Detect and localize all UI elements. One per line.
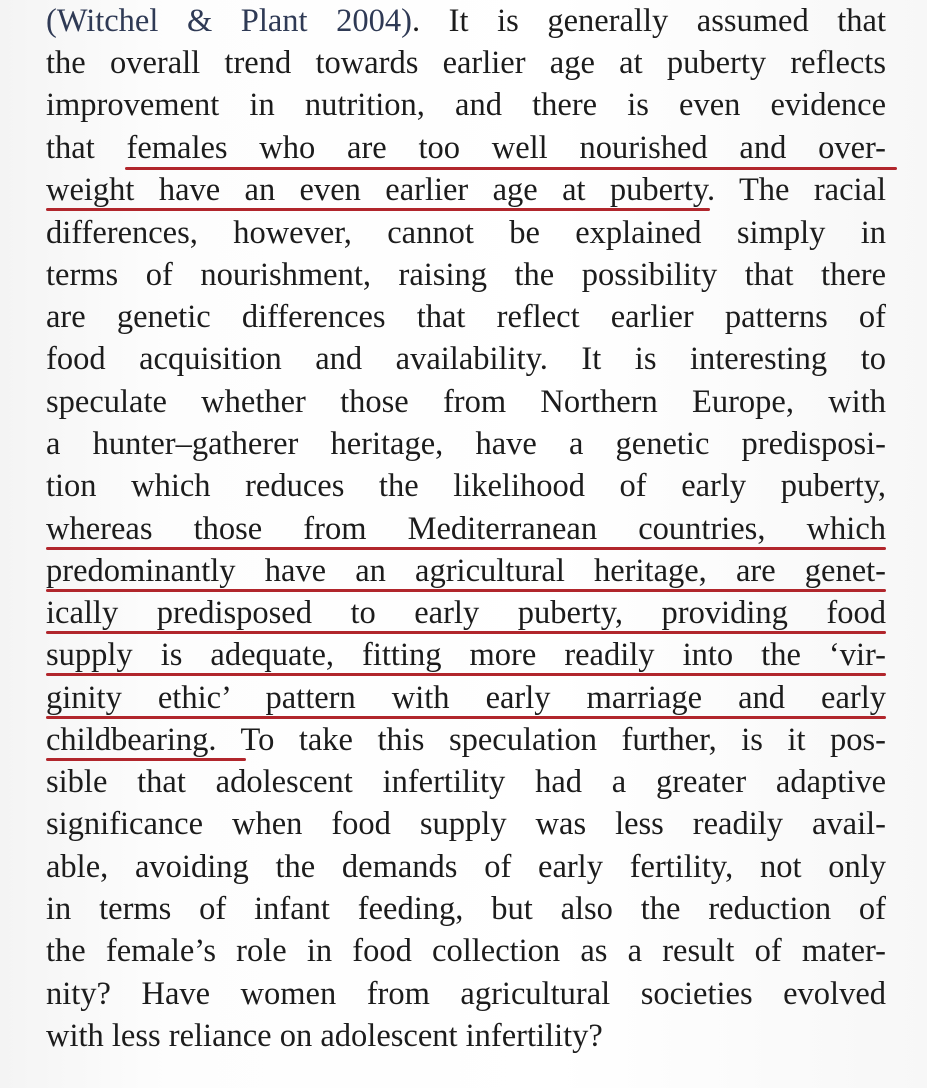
text-line-1 <box>46 2 886 40</box>
text-line-8: are genetic differences that reflect earlier patterns of <box>46 299 886 335</box>
text-line-10: speculate whether those from Northern Europe, with <box>46 384 886 420</box>
text-line-6: differences, however, cannot be explained simply in <box>46 215 886 251</box>
underline-mark <box>125 167 897 170</box>
text-line-3: improvement in nutrition, and there is even evidence <box>46 87 886 123</box>
text-line-22: in terms of infant feeding, but also the reduction of <box>46 891 886 927</box>
text-line-15: ically predisposed to early puberty, providing food <box>46 595 886 631</box>
citation-link[interactable]: (Witchel & Plant 2004) <box>46 3 412 39</box>
text-line-17: ginity ethic’ pattern with early marriage and early <box>46 680 886 716</box>
text-line-11: a hunter–gatherer heritage, have a genetic predisposi- <box>46 426 886 462</box>
text-line-7: terms of nourishment, raising the possibility that there <box>46 257 886 293</box>
text-line-9: food acquisition and availability. It is interesting to <box>46 341 886 377</box>
text-line-25: with less reliance on adolescent infertility? <box>46 1018 603 1054</box>
text-line-5: weight have an even earlier age at puberty. The racial <box>46 172 886 208</box>
text-line-16: supply is adequate, fitting more readily into the ‘vir- <box>46 637 886 673</box>
underline-mark <box>46 589 886 592</box>
text-line-2: the overall trend towards earlier age at puberty reflects <box>46 45 886 81</box>
text-line-23: the female’s role in food collection as a result of mater- <box>46 933 886 969</box>
text-line-21: able, avoiding the demands of early fertility, not only <box>46 849 886 885</box>
text-line-24: nity? Have women from agricultural societies evolved <box>46 976 886 1012</box>
underline-mark <box>46 631 886 634</box>
underline-mark <box>46 208 710 211</box>
underline-mark <box>46 547 886 550</box>
text-line-20: significance when food supply was less readily avail- <box>46 806 886 842</box>
text-line-1-rest: . It is generally assumed that <box>411 3 886 39</box>
text-line-4: that females who are too well nourished and over- <box>46 130 886 166</box>
underline-mark <box>46 758 246 761</box>
underline-mark <box>46 673 886 676</box>
text-line-19: sible that adolescent infertility had a greater adaptive <box>46 764 886 800</box>
underline-mark <box>46 716 886 719</box>
text-line-13: whereas those from Mediterranean countries, which <box>46 511 886 547</box>
text-line-12: tion which reduces the likelihood of early puberty, <box>46 468 886 504</box>
text-line-14: predominantly have an agricultural heritage, are genet- <box>46 553 886 589</box>
text-line-18: childbearing. To take this speculation further, is it pos- <box>46 722 886 758</box>
